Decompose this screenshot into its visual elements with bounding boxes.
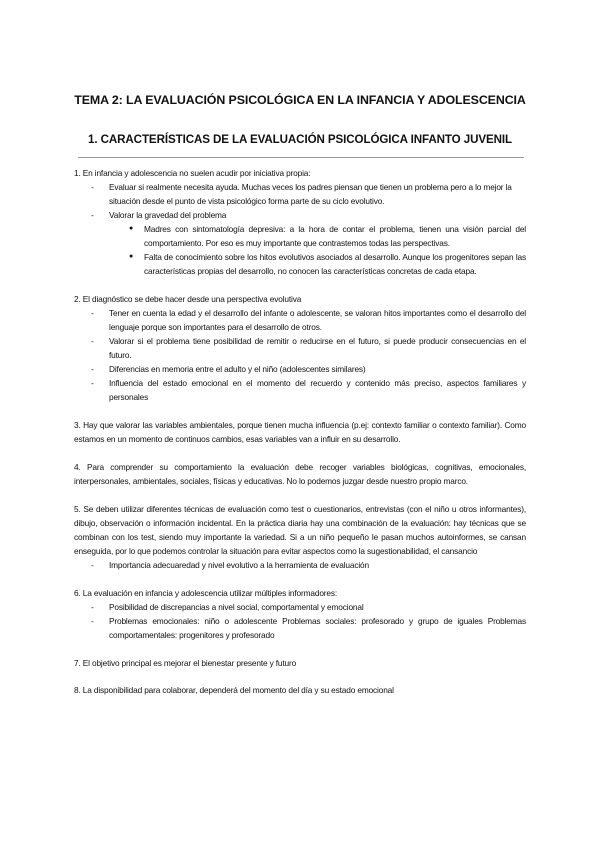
point-2-item-3 bbox=[74, 362, 526, 376]
point-7-text: 7. El objetivo principal es mejorar el bienestar presente y futuro bbox=[74, 658, 297, 668]
dash-marker: - bbox=[91, 336, 94, 346]
point-5-lead: 5. Se deben utilizar diferentes técnicas de evaluación como test o cuestionarios, entrevistas (con el niño u otros informantes), dibujo, observación o información incidental. En la práctica diaria hay una combinación de la evaluación: hay técnicas que se combinan con los test, siendo muy importante la variedad. Si a un niño pequeño le pasan muchos autoinformes, se cansan enseguida, por lo que podemos controlar la situación para evitar aspectos como la sugestionabilidad, el cansancio bbox=[74, 504, 526, 556]
point-1-item-1-text: Evaluar si realmente necesita ayuda. Muchas veces los padres piensan que tienen un problema pero a lo mejor la situación desde el punto de vista psicológico forma parte de su ciclo evolutivo. bbox=[109, 182, 512, 206]
point-8 bbox=[74, 683, 526, 697]
point-4-text: 4. Para comprender su comportamiento la evaluación debe recoger variables biológicas, cognitivas, emocionales, interpersonales, ambientales, sociales, físicas y educativas. No lo podemos juzgar desde nuestro propio marco. bbox=[74, 462, 526, 486]
point-1-bullet-2 bbox=[74, 250, 526, 278]
point-6-lead: 6. La evaluación en infancia y adolescencia utilizar múltiples informadores: bbox=[74, 588, 338, 598]
point-5-item-1 bbox=[74, 558, 526, 572]
section-heading: 1. CARACTERÍSTICAS DE LA EVALUACIÓN PSICOLÓGICA INFANTO JUVENIL bbox=[88, 133, 512, 146]
point-1-bullet-2-text: Falta de conocimiento sobre los hitos evolutivos asociados al desarrollo. Aunque los progenitores sepan las características propias del desarrollo, no conocen las características concretas de cada etapa. bbox=[144, 252, 526, 276]
point-1-lead: 1. En infancia y adolescencia no suelen acudir por iniciativa propia: bbox=[74, 168, 311, 178]
dash-marker: - bbox=[91, 602, 94, 612]
point-2-item-1-text: Tener en cuenta la edad y el desarrollo del infante o adolescente, se valoran hitos importantes como el desarrollo del lenguaje porque son importantes para el desarrollo de otros. bbox=[109, 308, 526, 332]
point-1-item-2 bbox=[74, 208, 526, 222]
document-body bbox=[74, 166, 526, 697]
dash-marker: - bbox=[91, 560, 94, 570]
point-2-item-2-text: Valorar si el problema tiene posibilidad de remitir o reducirse en el futuro, si puede producir consecuencias en el futuro. bbox=[109, 336, 526, 360]
point-1 bbox=[74, 166, 526, 278]
dash-marker: - bbox=[91, 364, 94, 374]
point-4 bbox=[74, 460, 526, 488]
point-3 bbox=[74, 418, 526, 446]
point-3-text: 3. Hay que valorar las variables ambientales, porque tienen mucha influencia (p.ej: contexto familiar o contexto familiar). Como estamos en un momento de continuos cambios, esas variables van a influir en su desarrollo. bbox=[74, 420, 526, 444]
point-6 bbox=[74, 586, 526, 642]
point-2-item-1 bbox=[74, 306, 526, 334]
point-7 bbox=[74, 656, 526, 670]
point-6-item-2 bbox=[74, 614, 526, 642]
point-1-bullet-1 bbox=[74, 222, 526, 250]
point-2-item-2 bbox=[74, 334, 526, 362]
point-2-item-4 bbox=[74, 376, 526, 404]
point-8-text: 8. La disponibilidad para colaborar, dependerá del momento del día y su estado emocional bbox=[74, 685, 394, 695]
point-2-item-3-text: Diferencias en memoria entre el adulto y el niño (adolescentes similares) bbox=[109, 364, 366, 374]
point-1-bullet-1-text: Madres con sintomatología depresiva: a la hora de contar el problema, tienen una visión parcial del comportamiento. Por eso es muy importante que contrastemos todas las perspectivas. bbox=[144, 224, 526, 248]
bullet-marker: ● bbox=[129, 225, 134, 232]
document-title: TEMA 2: LA EVALUACIÓN PSICOLÓGICA EN LA INFANCIA Y ADOLESCENCIA bbox=[74, 93, 526, 107]
point-6-item-1-text: Posibilidad de discrepancias a nivel social, comportamental y emocional bbox=[109, 602, 364, 612]
point-1-item-2-text: Valorar la gravedad del problema bbox=[109, 210, 227, 220]
point-2 bbox=[74, 292, 526, 404]
dash-marker: - bbox=[91, 378, 94, 388]
dash-marker: - bbox=[91, 308, 94, 318]
dash-marker: - bbox=[91, 616, 94, 626]
dash-marker: - bbox=[91, 182, 94, 192]
heading-divider bbox=[78, 157, 524, 158]
point-5 bbox=[74, 502, 526, 572]
point-2-item-4-text: Influencia del estado emocional en el momento del recuerdo y contenido más preciso, aspectos familiares y personales bbox=[109, 378, 526, 402]
bullet-marker: ● bbox=[129, 253, 134, 260]
dash-marker: - bbox=[91, 210, 94, 220]
point-6-item-1 bbox=[74, 600, 526, 614]
point-5-item-1-text: Importancia adecuaredad y nivel evolutivo a la herramienta de evaluación bbox=[109, 560, 369, 570]
point-1-item-1 bbox=[74, 180, 526, 208]
point-6-item-2-text: Problemas emocionales: niño o adolescente Problemas sociales: profesorado y grupo de iguales Problemas comportamentales: progenitores y profesorado bbox=[109, 616, 526, 640]
point-2-lead: 2. El diagnóstico se debe hacer desde una perspectiva evolutiva bbox=[74, 294, 302, 304]
